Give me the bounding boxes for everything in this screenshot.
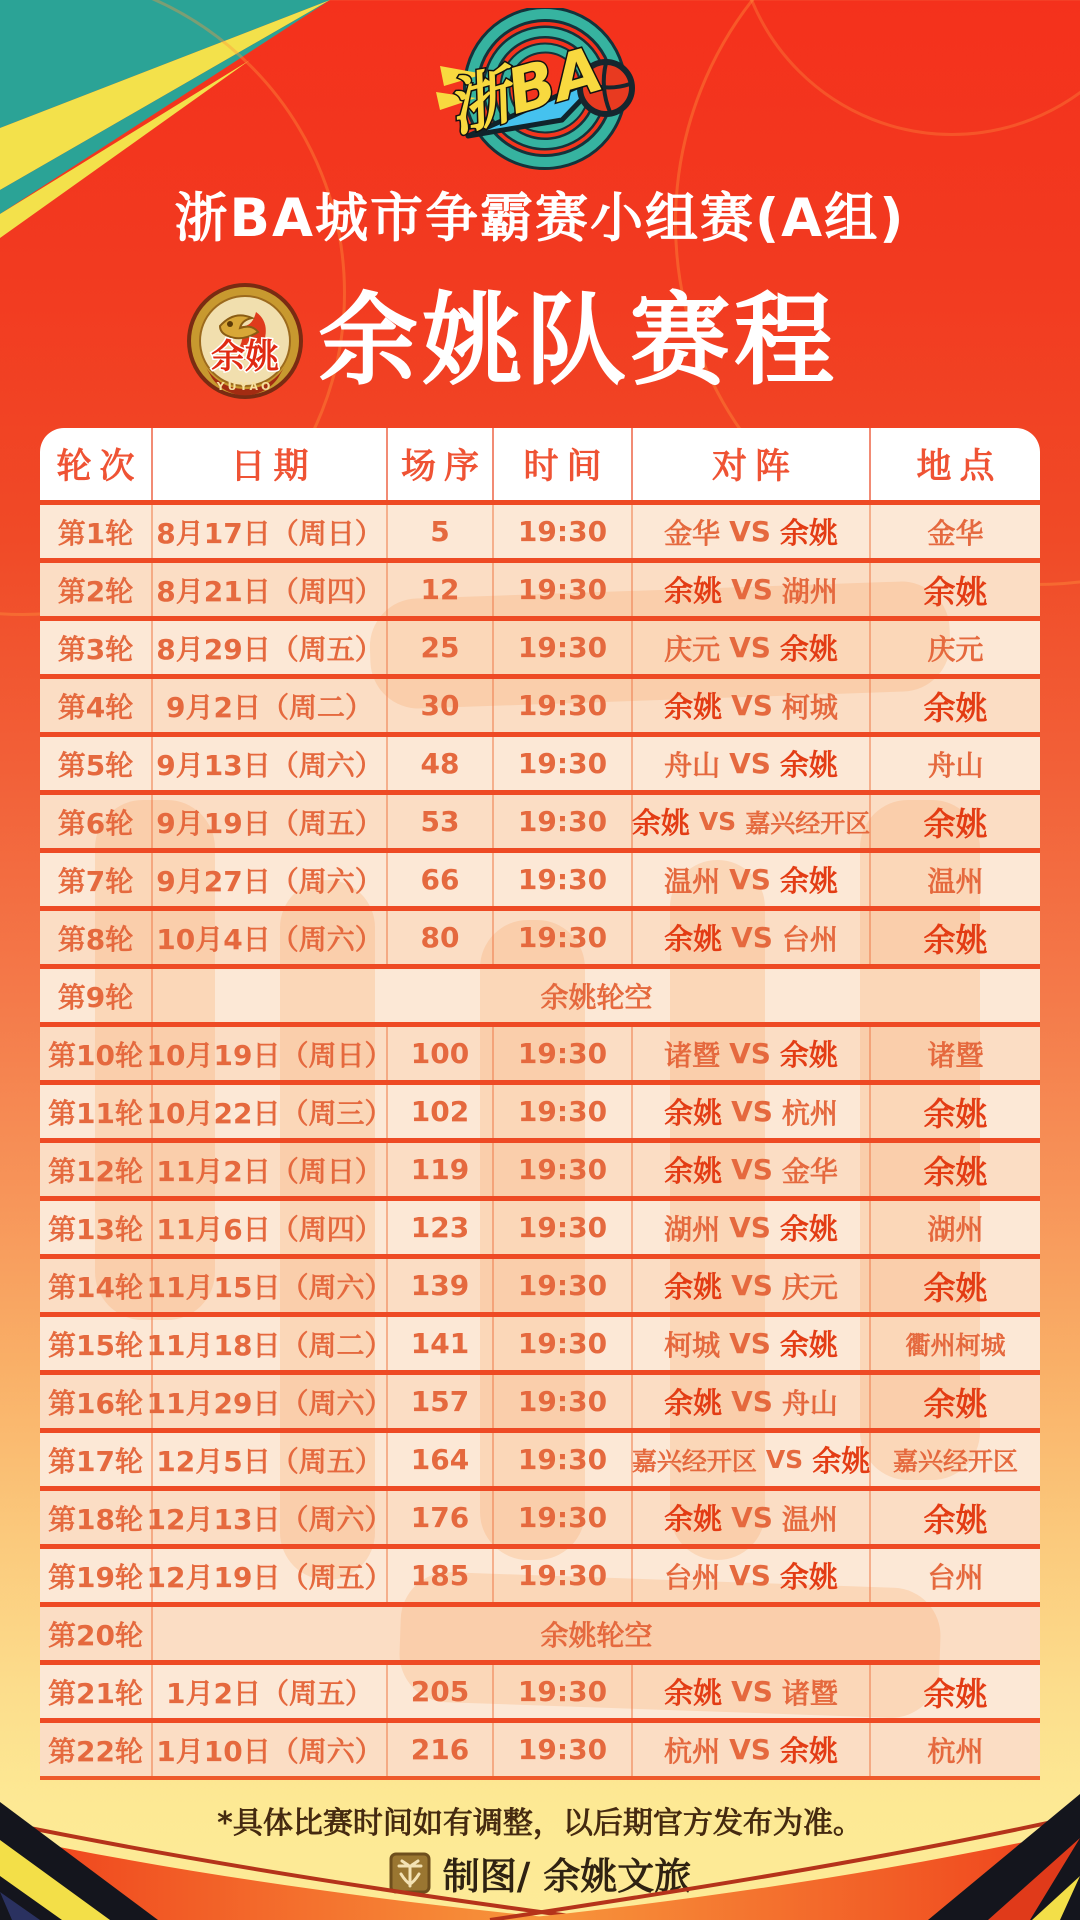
cell-time: 19:30 [494,505,633,558]
table-row [40,1138,1040,1196]
cell-date: 9月13日（周六） [153,737,388,790]
cell-round: 第7轮 [40,853,153,906]
table-row [40,1312,1040,1370]
cell-round: 第16轮 [40,1375,153,1428]
cell-time: 19:30 [494,911,633,964]
cell-time: 19:30 [494,1723,633,1776]
cell-date: 11月15日（周六） [153,1259,388,1312]
cell-no: 157 [388,1375,494,1428]
cell-time: 19:30 [494,1375,633,1428]
cell-round: 第21轮 [40,1665,153,1718]
table-row [40,964,1040,1022]
table-row [40,848,1040,906]
cell-matchup: 余姚 VS 诸暨 [633,1665,871,1718]
cell-round: 第10轮 [40,1027,153,1080]
cell-round: 第20轮 [40,1607,153,1660]
cell-round: 第19轮 [40,1549,153,1602]
table-row [40,732,1040,790]
cell-round: 第4轮 [40,679,153,732]
cell-date: 10月22日（周三） [153,1085,388,1138]
cell-time: 19:30 [494,563,633,616]
table-row [40,790,1040,848]
column-header-4: 对阵 [633,428,871,500]
cell-date: 1月2日（周五） [153,1665,388,1718]
cell-round: 第6轮 [40,795,153,848]
cell-time: 19:30 [494,1143,633,1196]
schedule-footnote: *具体比赛时间如有调整，以后期官方发布为准。 [217,1806,863,1841]
cell-date: 12月19日（周五） [153,1549,388,1602]
cell-date: 9月19日（周五） [153,795,388,848]
column-header-2: 场序 [388,428,494,500]
table-row [40,558,1040,616]
cell-matchup: 余姚 VS 庆元 [633,1259,871,1312]
cell-matchup: 余姚 VS 嘉兴经开区 [633,795,871,848]
cell-venue: 余姚 [923,1152,988,1191]
cell-round: 第15轮 [40,1317,153,1370]
cell-no: 139 [388,1259,494,1312]
team-schedule-title: 余姚队赛程 [318,282,838,399]
event-title: 浙BA城市争霸赛小组赛(A组) [174,188,906,249]
cell-no: 216 [388,1723,494,1776]
cell-round: 第13轮 [40,1201,153,1254]
cell-matchup: 杭州 VS 余姚 [633,1723,871,1776]
cell-matchup: 嘉兴经开区 VS 余姚 [633,1433,871,1486]
cell-date: 8月29日（周五） [153,621,388,674]
cell-date: 12月5日（周五） [153,1433,388,1486]
cell-venue: 杭州 [927,1734,984,1768]
cell-round: 第8轮 [40,911,153,964]
cell-time: 19:30 [494,1491,633,1544]
cell-matchup: 余姚 VS 台州 [633,911,871,964]
cell-date: 10月19日（周日） [153,1027,388,1080]
cell-no: 48 [388,737,494,790]
cell-venue: 台州 [927,1560,984,1594]
cell-bye: 余姚轮空 [540,1618,653,1652]
table-row [40,1022,1040,1080]
cell-venue: 嘉兴经开区 [892,1446,1018,1476]
yuyao-badge-icon [186,282,304,400]
table-row [40,674,1040,732]
zheba-logo [410,8,680,173]
cell-round: 第9轮 [40,969,153,1022]
cell-venue: 庆元 [927,632,984,666]
cell-matchup: 余姚 VS 柯城 [633,679,871,732]
cell-round: 第22轮 [40,1723,153,1776]
cell-matchup: 柯城 VS 余姚 [633,1317,871,1370]
cell-time: 19:30 [494,1549,633,1602]
cell-no: 176 [388,1491,494,1544]
cell-no: 102 [388,1085,494,1138]
cell-venue: 余姚 [923,1268,988,1307]
cell-matchup: 余姚 VS 温州 [633,1491,871,1544]
cell-round: 第14轮 [40,1259,153,1312]
cell-bye: 余姚轮空 [540,980,653,1014]
cell-matchup: 台州 VS 余姚 [633,1549,871,1602]
cell-no: 66 [388,853,494,906]
table-row [40,500,1040,558]
cell-round: 第12轮 [40,1143,153,1196]
cell-time: 19:30 [494,1433,633,1486]
cell-time: 19:30 [494,621,633,674]
cell-time: 19:30 [494,1027,633,1080]
cell-time: 19:30 [494,1201,633,1254]
cell-round: 第3轮 [40,621,153,674]
cell-venue: 余姚 [923,920,988,959]
column-header-1: 日期 [153,428,388,500]
cell-matchup: 诸暨 VS 余姚 [633,1027,871,1080]
table-row [40,1602,1040,1660]
table-row [40,1370,1040,1428]
credit-text: 制图/ 余姚文旅 [442,1854,692,1898]
cell-time: 19:30 [494,795,633,848]
cell-matchup: 湖州 VS 余姚 [633,1201,871,1254]
cell-venue: 诸暨 [927,1038,984,1072]
badge-name: 余姚 [211,337,279,377]
table-row [40,1486,1040,1544]
cell-time: 19:30 [494,1665,633,1718]
cell-venue: 余姚 [923,1500,988,1539]
cell-no: 185 [388,1549,494,1602]
cell-matchup: 余姚 VS 舟山 [633,1375,871,1428]
cell-matchup: 温州 VS 余姚 [633,853,871,906]
cell-matchup: 余姚 VS 湖州 [633,563,871,616]
table-header [40,428,1040,500]
table-row [40,616,1040,674]
table-row [40,1080,1040,1138]
cell-date: 8月17日（周日） [153,505,388,558]
table-row [40,1544,1040,1602]
cell-venue: 余姚 [923,1094,988,1133]
cell-venue: 湖州 [927,1212,984,1246]
cell-no: 80 [388,911,494,964]
cell-no: 141 [388,1317,494,1370]
cell-date: 8月21日（周四） [153,563,388,616]
cell-no: 5 [388,505,494,558]
cell-venue: 余姚 [923,688,988,727]
cell-round: 第2轮 [40,563,153,616]
team-title-row [0,282,1052,400]
cell-date: 12月13日（周六） [153,1491,388,1544]
schedule-table [40,428,1040,1780]
cell-time: 19:30 [494,679,633,732]
table-row [40,1428,1040,1486]
table-body [40,500,1040,1780]
table-row [40,906,1040,964]
cell-venue: 衢州柯城 [905,1330,1006,1360]
cell-no: 100 [388,1027,494,1080]
cell-venue: 余姚 [923,804,988,843]
cell-date: 10月4日（周六） [153,911,388,964]
cell-round: 第18轮 [40,1491,153,1544]
cell-time: 19:30 [494,1259,633,1312]
cell-no: 53 [388,795,494,848]
cell-date: 11月2日（周日） [153,1143,388,1196]
cell-round: 第11轮 [40,1085,153,1138]
cell-venue: 舟山 [927,748,984,782]
cell-no: 12 [388,563,494,616]
cell-no: 119 [388,1143,494,1196]
table-row [40,1254,1040,1312]
cell-round: 第1轮 [40,505,153,558]
cell-matchup: 余姚 VS 金华 [633,1143,871,1196]
cell-date: 9月2日（周二） [153,679,388,732]
cell-matchup: 舟山 VS 余姚 [633,737,871,790]
cell-date: 11月18日（周二） [153,1317,388,1370]
cell-matchup: 庆元 VS 余姚 [633,621,871,674]
cell-time: 19:30 [494,1085,633,1138]
cell-time: 19:30 [494,853,633,906]
cell-time: 19:30 [494,1317,633,1370]
cell-no: 164 [388,1433,494,1486]
badge-romanized: YUYAO [216,380,274,393]
cell-no: 30 [388,679,494,732]
cell-venue: 余姚 [923,1674,988,1713]
cell-round: 第5轮 [40,737,153,790]
cell-matchup: 余姚 VS 杭州 [633,1085,871,1138]
cell-venue: 余姚 [923,572,988,611]
cell-matchup: 金华 VS 余姚 [633,505,871,558]
cell-round: 第17轮 [40,1433,153,1486]
cell-date: 11月6日（周四） [153,1201,388,1254]
column-header-5: 地点 [916,447,1003,487]
cell-no: 205 [388,1665,494,1718]
column-header-0: 轮次 [40,428,153,500]
cell-venue: 余姚 [923,1384,988,1423]
column-header-3: 时间 [494,428,633,500]
bottom-decoration [0,1780,1080,1920]
cell-date: 9月27日（周六） [153,853,388,906]
cell-date: 11月29日（周六） [153,1375,388,1428]
cell-no: 25 [388,621,494,674]
table-row [40,1718,1040,1776]
logo-text: 浙BA [439,32,611,146]
table-row [40,1196,1040,1254]
cell-time: 19:30 [494,737,633,790]
cell-venue: 金华 [927,516,984,550]
cell-venue: 温州 [927,864,984,898]
cell-date: 1月10日（周六） [153,1723,388,1776]
table-row [40,1660,1040,1718]
cell-no: 123 [388,1201,494,1254]
